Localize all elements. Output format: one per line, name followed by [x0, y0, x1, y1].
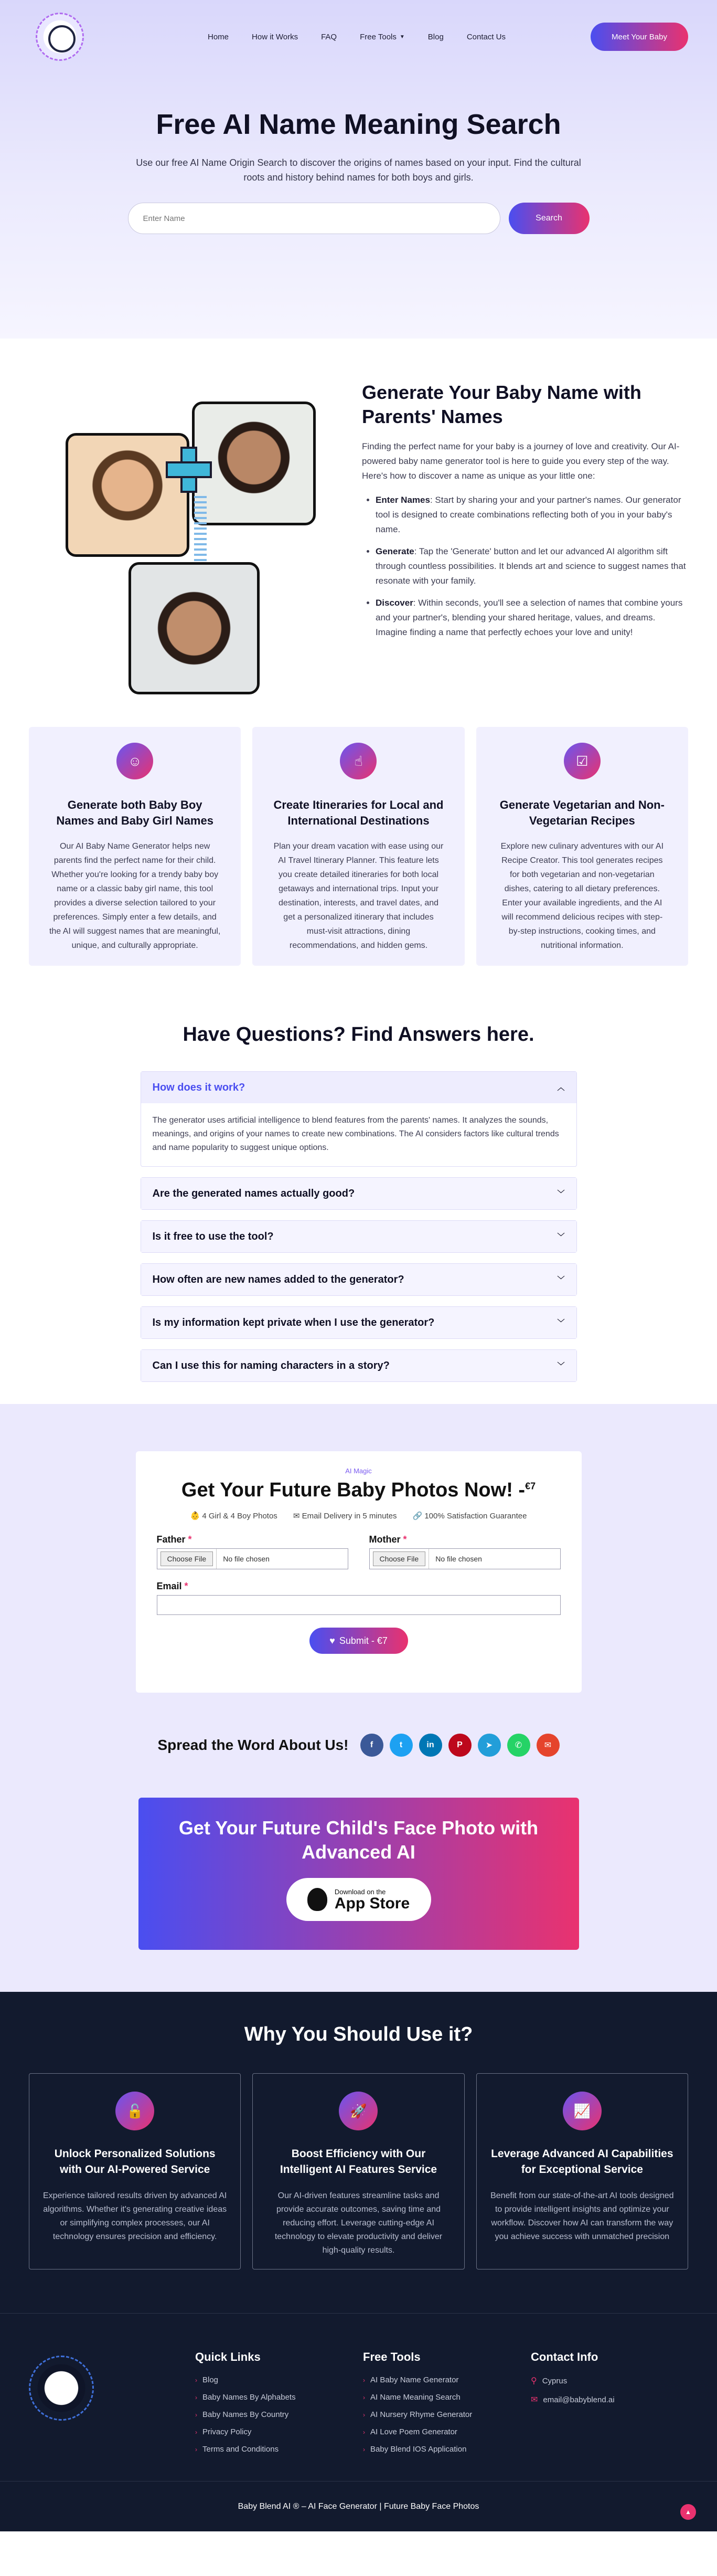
- footer-link[interactable]: [363, 2376, 472, 2384]
- baby-photo: [129, 562, 260, 694]
- nav-home[interactable]: Home: [208, 32, 229, 41]
- why-section: [0, 1992, 717, 2313]
- submit-button[interactable]: [309, 1628, 408, 1654]
- chevron-down-icon: ▼: [399, 34, 405, 40]
- chevron-right-icon: ›: [363, 2411, 365, 2419]
- nav-free-tools-label: Free Tools: [360, 32, 397, 41]
- why-card-text: Our AI-driven features streamline tasks and provide accurate outcomes, saving time and reducing effort. Leverage cutting-edge AI technology to elevate productivity and deliver high-quality results.: [274, 2191, 443, 2255]
- chevron-right-icon: ›: [195, 2428, 197, 2436]
- linkedin-icon[interactable]: in: [419, 1734, 442, 1757]
- faq-item: [141, 1177, 577, 1210]
- faq-question[interactable]: [141, 1178, 576, 1209]
- contact-title: Contact Info: [531, 2350, 598, 2363]
- scroll-to-top-button[interactable]: ▲: [680, 2504, 696, 2520]
- footer-link-label: Blog: [202, 2376, 219, 2384]
- step-text: : Within seconds, you'll see a selection of names that combine yours and your partner's, blending your shared heritage, values, and dreams. Imagine finding a name that perfectly echoes your love and unity!: [376, 598, 683, 637]
- chevron-right-icon: ›: [363, 2393, 365, 2401]
- page-title: Free AI Name Meaning Search: [156, 109, 561, 140]
- step-text: : Start by sharing your and your partner's names. Our generator tool is designed to create combinations reflecting both of you in your baby's name.: [376, 495, 681, 534]
- mother-label-text: Mother: [369, 1534, 401, 1545]
- meet-your-baby-button[interactable]: Meet Your Baby: [591, 23, 688, 51]
- order-title: [157, 1479, 561, 1502]
- chevron-right-icon: ›: [363, 2445, 365, 2453]
- required-mark: *: [184, 1581, 188, 1591]
- faq-question[interactable]: [141, 1350, 576, 1381]
- meta-delivery-text: Email Delivery in 5 minutes: [302, 1512, 397, 1521]
- site-footer: [0, 2313, 717, 2531]
- meta-photos: 👶 4 Girl & 4 Boy Photos: [190, 1512, 277, 1521]
- plus-icon: [166, 447, 208, 489]
- no-file-text: No file chosen: [216, 1549, 347, 1569]
- feature-card: [476, 727, 688, 966]
- step-item: [376, 493, 688, 537]
- footer-link-label: Privacy Policy: [202, 2427, 252, 2436]
- chevron-right-icon: ›: [195, 2445, 197, 2453]
- telegram-icon[interactable]: ➤: [478, 1734, 501, 1757]
- features-section: [0, 727, 717, 966]
- faq-question[interactable]: [141, 1072, 576, 1103]
- father-field: [157, 1534, 348, 1569]
- twitter-icon[interactable]: t: [390, 1734, 413, 1757]
- required-mark: *: [403, 1534, 407, 1545]
- faq-question-text: Is it free to use the tool?: [152, 1230, 274, 1242]
- apple-icon: [307, 1888, 327, 1911]
- footer-logo[interactable]: [29, 2356, 94, 2421]
- faq-item: [141, 1349, 577, 1382]
- free-tools-title: Free Tools: [363, 2350, 421, 2363]
- share-label: Spread the Word About Us!: [157, 1737, 349, 1753]
- nav-contact-us[interactable]: Contact Us: [466, 32, 506, 41]
- app-banner: [138, 1798, 579, 1950]
- meta-guarantee: 🔗 100% Satisfaction Guarantee: [412, 1512, 527, 1521]
- hero-subtitle: Use our free AI Name Origin Search to discover the origins of names based on your input. Find the cultural roots and history behind names for both boys and girls.: [136, 157, 581, 183]
- nav-links: [208, 33, 529, 41]
- choose-file-button[interactable]: Choose File: [160, 1551, 213, 1566]
- parents-baby-illustration: [63, 402, 346, 695]
- generate-section: [0, 339, 717, 727]
- mother-field: [369, 1534, 561, 1569]
- chevron-down-icon: ﹀: [557, 1275, 565, 1284]
- footer-link-label: AI Love Poem Generator: [370, 2427, 457, 2436]
- email-label-text: Email: [156, 1581, 182, 1591]
- footer-link[interactable]: [195, 2376, 296, 2384]
- faq-question[interactable]: [141, 1264, 576, 1295]
- feature-title: Generate Vegetarian and Non-Vegetarian Recipes: [499, 798, 665, 827]
- app-store-small: Download on the: [334, 1887, 386, 1896]
- chart-icon: 📈: [563, 2092, 602, 2130]
- location-pin-icon: ⚲: [531, 2377, 537, 2385]
- spring-decoration: [194, 496, 207, 564]
- why-title: Why You Should Use it?: [244, 2023, 473, 2045]
- faq-item: [141, 1220, 577, 1253]
- footer-link-label: Terms and Conditions: [202, 2445, 279, 2454]
- step-label: Generate: [376, 546, 414, 556]
- free-tools-column: [363, 2350, 472, 2462]
- step-label: Enter Names: [376, 495, 430, 505]
- faq-question-text: Are the generated names actually good?: [152, 1187, 355, 1199]
- footer-link-label: Baby Names By Alphabets: [202, 2393, 296, 2402]
- quick-links-column: [195, 2350, 296, 2462]
- footer-link[interactable]: [363, 2393, 472, 2402]
- choose-file-button[interactable]: Choose File: [373, 1551, 426, 1566]
- footer-link[interactable]: [195, 2427, 296, 2436]
- footer-link[interactable]: [363, 2427, 472, 2436]
- email-label: [157, 1581, 188, 1591]
- father-label-text: Father: [156, 1534, 186, 1545]
- faq-answer: The generator uses artificial intelligence to blend features from the parents' names. It analyzes the sounds, meanings, and origins of your names to create new combinations. The AI considers factors like cultural trends and name popularity to suggest unique options.: [152, 1116, 559, 1152]
- why-card-title: Leverage Advanced AI Capabilities for Exceptional Service: [491, 2148, 673, 2176]
- faq-title: Have Questions? Find Answers here.: [183, 1023, 534, 1046]
- order-meta: [157, 1511, 561, 1521]
- hero-section: [0, 0, 717, 339]
- chevron-up-icon: ︿: [557, 1083, 565, 1092]
- feature-text: Our AI Baby Name Generator helps new parents find the perfect name for their child. Whether you're looking for a trendy baby boy name or a classic baby girl name, this tool provides a diverse selection tailored to your preferences. Simply enter a few details, and the AI will suggest names that are meaningful, unique, and culturally appropriate.: [49, 842, 221, 950]
- step-text: : Tap the 'Generate' button and let our advanced AI algorithm sift through countless possibilities. It blends art and science to suggest names that resonate with your family.: [376, 546, 686, 586]
- top-nav: [0, 0, 717, 73]
- app-store-big: App Store: [334, 1894, 410, 1912]
- why-card-text: Benefit from our state-of-the-art AI tools designed to provide intelligent insights and optimize your workflow. Discover how AI can transform the way you achieve success with unmatched precision: [490, 2191, 674, 2241]
- generate-intro: Finding the perfect name for your baby is a journey of love and creativity. Our AI-powered baby name generator tool is here to guide you every step of the way. Here's how to discover a name as unique as your little one:: [362, 441, 680, 481]
- feature-text: Plan your dream vacation with ease using our AI Travel Itinerary Planner. This feature lets you create detailed itineraries for both local getaways and international trips. Input your destination, interests, and travel dates, and get a personalized itinerary that includes must-visit attractions, dining recommendations, and hidden gems.: [273, 842, 444, 950]
- footer-link-label: Baby Blend IOS Application: [370, 2445, 467, 2454]
- hand-pointer-icon: ☝: [340, 743, 377, 779]
- copyright-bar: [0, 2481, 717, 2531]
- nav-free-tools[interactable]: [360, 33, 405, 41]
- heart-icon: ♥: [329, 1635, 335, 1646]
- nav-blog[interactable]: Blog: [427, 32, 444, 41]
- feature-card: [252, 727, 464, 966]
- father-file-input[interactable]: [157, 1548, 348, 1569]
- faq-question-text: Is my information kept private when I use the generator?: [152, 1316, 435, 1328]
- meta-photos-text: 4 Girl & 4 Boy Photos: [202, 1512, 277, 1521]
- why-cards: [0, 2073, 717, 2269]
- baby-icon: ☺: [116, 743, 153, 779]
- checkbox-icon: ☑: [564, 743, 601, 779]
- feature-card: [29, 727, 241, 966]
- order-kicker: AI Magic: [345, 1467, 372, 1475]
- footer-link-label: AI Nursery Rhyme Generator: [370, 2410, 473, 2419]
- why-card: [476, 2073, 688, 2269]
- contact-column: [531, 2350, 615, 2413]
- mother-label: [369, 1534, 407, 1545]
- faq-question[interactable]: [141, 1307, 576, 1338]
- name-search-form: [128, 203, 590, 234]
- why-card-title: Boost Efficiency with Our Intelligent AI Features Service: [280, 2148, 437, 2176]
- required-mark: *: [188, 1534, 192, 1545]
- why-card-title: Unlock Personalized Solutions with Our AI-Powered Service: [54, 2148, 216, 2176]
- no-file-text: No file chosen: [429, 1549, 560, 1569]
- submit-label: Submit - €7: [339, 1635, 388, 1646]
- why-card: [252, 2073, 464, 2269]
- parent-upload-row: [157, 1534, 561, 1569]
- chevron-down-icon: ﹀: [557, 1361, 565, 1370]
- footer-link-label: AI Name Meaning Search: [370, 2393, 461, 2402]
- chevron-right-icon: ›: [363, 2376, 365, 2384]
- lock-icon: 🔓: [115, 2092, 154, 2130]
- faq-item: [141, 1263, 577, 1296]
- feature-title: Create Itineraries for Local and International Destinations: [273, 798, 444, 827]
- facebook-icon[interactable]: f: [360, 1734, 383, 1757]
- chevron-down-icon: ﹀: [557, 1189, 565, 1198]
- feature-text: Explore new culinary adventures with our AI Recipe Creator. This tool generates recipes for both vegetarian and non-vegetarian dishes, catering to all dietary preferences. Enter your available ingredients, and the AI will recommend delicious recipes with step-by-step instructions, cooking times, and nutritional information.: [500, 842, 664, 950]
- site-logo[interactable]: [33, 9, 87, 64]
- contact-email-text: email@babyblend.ai: [543, 2395, 615, 2404]
- rocket-icon: 🚀: [339, 2092, 378, 2130]
- contact-email[interactable]: [531, 2394, 615, 2405]
- faq-question[interactable]: [141, 1221, 576, 1252]
- mail-icon: ✉: [531, 2395, 538, 2404]
- meta-guarantee-text: 100% Satisfaction Guarantee: [424, 1512, 527, 1521]
- contact-location: [531, 2376, 615, 2386]
- faq-list: [141, 1071, 577, 1382]
- feature-title: Generate both Baby Boy Names and Baby Girl Names: [56, 798, 213, 827]
- chevron-right-icon: ›: [195, 2376, 197, 2384]
- generate-text: [346, 381, 688, 727]
- faq-item: [141, 1071, 577, 1167]
- order-form-card: [136, 1451, 582, 1693]
- copyright-text: Baby Blend AI ® – AI Face Generator | Future Baby Face Photos: [238, 2501, 479, 2511]
- app-store-text: [335, 1888, 410, 1912]
- generate-steps: [362, 493, 688, 640]
- faq-question-text: How does it work?: [152, 1081, 245, 1093]
- footer-link[interactable]: [195, 2445, 296, 2454]
- email-field-wrap: [157, 1581, 561, 1615]
- chevron-down-icon: ﹀: [557, 1318, 565, 1327]
- footer-link-label: Baby Names By Country: [202, 2410, 289, 2419]
- search-button[interactable]: Search: [509, 203, 590, 234]
- faq-question-text: How often are new names added to the generator?: [152, 1273, 404, 1285]
- faq-section: [0, 966, 717, 1404]
- quick-links-title: Quick Links: [195, 2350, 261, 2363]
- share-bar: [0, 1734, 717, 1757]
- footer-link-label: AI Baby Name Generator: [370, 2376, 459, 2384]
- footer-link[interactable]: [363, 2410, 472, 2419]
- mother-file-input[interactable]: [369, 1548, 561, 1569]
- faq-question-text: Can I use this for naming characters in a story?: [152, 1359, 390, 1371]
- step-item: [376, 596, 688, 640]
- chevron-right-icon: ›: [195, 2411, 197, 2419]
- order-section: [0, 1404, 717, 1992]
- chevron-right-icon: ›: [363, 2428, 365, 2436]
- whatsapp-icon[interactable]: ✆: [507, 1734, 530, 1757]
- why-card-text: Experience tailored results driven by advanced AI algorithms. Whether it's generating creative ideas or simplifying complex processes, our AI technology ensures precision and efficiency.: [42, 2191, 227, 2241]
- chevron-right-icon: ›: [195, 2393, 197, 2401]
- footer-link[interactable]: [195, 2410, 296, 2419]
- footer-link[interactable]: [363, 2445, 472, 2454]
- nav-faq[interactable]: FAQ: [321, 32, 337, 41]
- name-input[interactable]: [128, 203, 500, 234]
- pinterest-icon[interactable]: P: [448, 1734, 472, 1757]
- order-title-text: Get Your Future Baby Photos Now! -: [181, 1479, 526, 1501]
- order-price: €7: [525, 1481, 536, 1492]
- banner-title: Get Your Future Child's Face Photo with Advanced AI: [178, 1817, 539, 1863]
- meta-delivery: ✉ Email Delivery in 5 minutes: [293, 1512, 397, 1521]
- email-icon[interactable]: ✉: [537, 1734, 560, 1757]
- email-field[interactable]: [157, 1595, 561, 1615]
- footer-link[interactable]: [195, 2393, 296, 2402]
- father-label: [157, 1534, 192, 1545]
- step-item: [376, 544, 688, 588]
- generate-title: Generate Your Baby Name with Parents' Names: [362, 382, 641, 427]
- contact-location-text: Cyprus: [542, 2376, 568, 2385]
- chevron-down-icon: ﹀: [557, 1232, 565, 1241]
- why-card: [29, 2073, 241, 2269]
- nav-how-it-works[interactable]: How it Works: [252, 32, 298, 41]
- app-store-button[interactable]: [286, 1878, 431, 1921]
- faq-item: [141, 1306, 577, 1339]
- step-label: Discover: [376, 598, 413, 608]
